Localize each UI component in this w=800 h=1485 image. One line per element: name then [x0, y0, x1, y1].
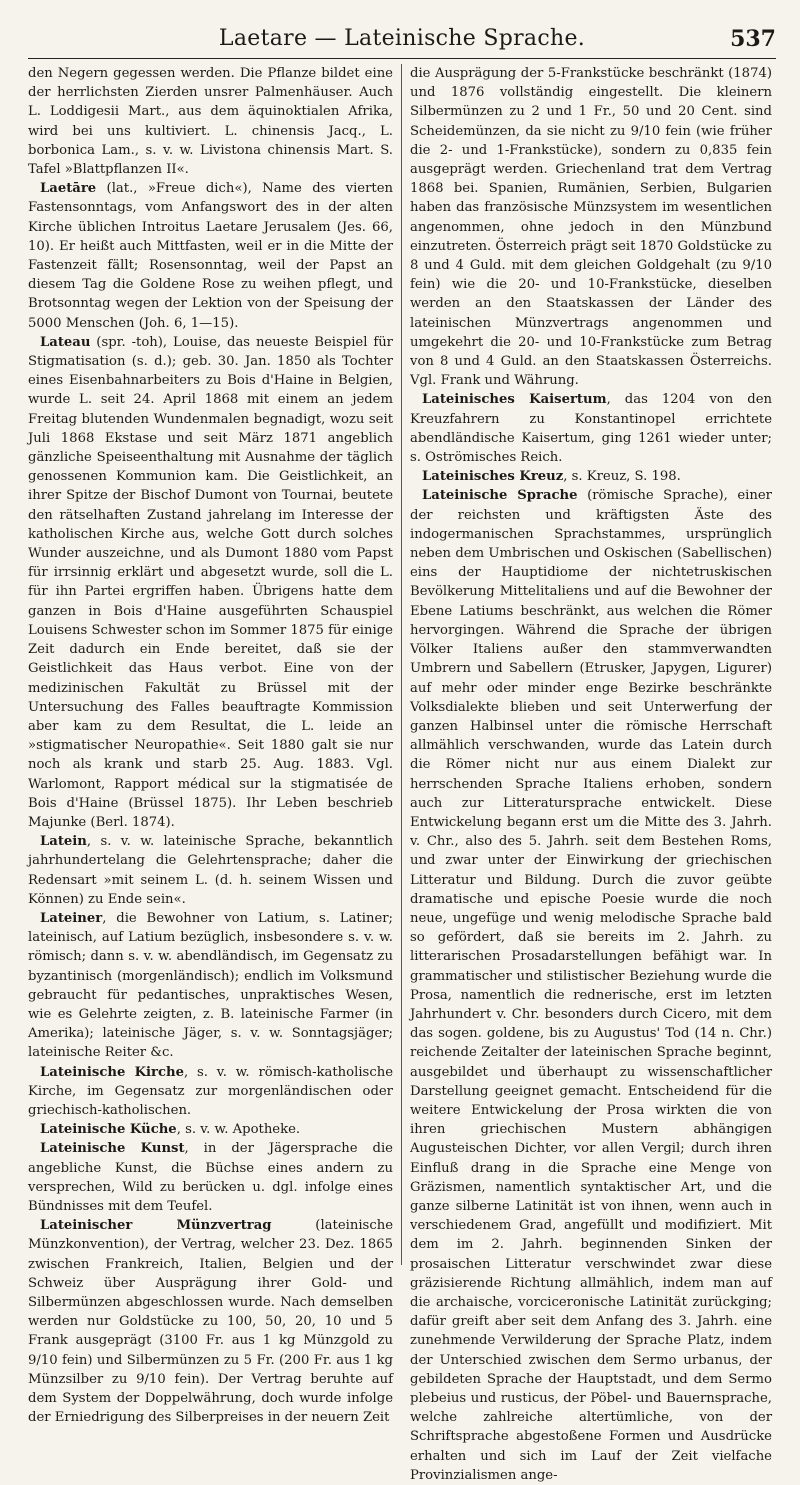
entry-lemma: Lateinische Sprache	[422, 488, 578, 504]
running-title: Laetare — Lateinische Sprache.	[218, 26, 586, 51]
entry	[410, 467, 772, 486]
entry-lemma: Lateinische Kirche	[40, 1064, 184, 1080]
entry-lemma: Lateau	[40, 334, 91, 350]
entry-lemma: Laetāre	[40, 181, 97, 197]
column-divider	[401, 64, 402, 1265]
entry	[28, 832, 393, 909]
entry	[410, 64, 772, 390]
entry	[28, 909, 393, 1063]
entry	[410, 390, 772, 467]
entry	[28, 1120, 393, 1139]
entry	[28, 333, 393, 832]
entry-lemma: Lateinische Küche	[40, 1122, 177, 1138]
entry-text: (römische Sprache), einer der reichsten und kräftigsten Äste des indogermanischen Sprachstammes, ursprünglich neben dem Umbrischen und Oskischen (Sabellischen) eins der Hauptidiome der nichtetruskischen Bevölkerung Mittelitaliens und auf die Bewohner der Ebene Latiums beschränkt, aus welchen die Römer hervorgingen. Während die Sprache der übrigen Völker Italiens außer den stammverwandten Umbrern und Sabellern (Etrusker, Japygen, Ligurer) auf mehr oder minder enge Bezirke beschränkte Volksdialekte blieben und seit Unterwerfung der ganzen Halbinsel unter die römische Herrschaft allmählich verschwanden, wurde das Latein durch die Römer nicht nur aus einem Dialekt zur herrschenden Sprache Italiens erhoben, sondern auch zur Litteratursprache entwickelt. Diese Entwickelung begann erst um die Mitte des 3. Jahrh. v. Chr., also des 5. Jahrh. seit dem Bestehen Roms, und zwar unter der Einwirkung der griechischen Litteratur und Bildung. Durch die zuvor geübte dramatische und epische Poesie wurde die noch neue, ungefüge und wenig melodische Sprache bald so gefördert, daß sie bereits im 2. Jahrh. zu litterarischen Prosadarstellungen befähigt war. In grammatischer und stilistischer Beziehung wurde die Prosa, namentlich die rednerische, erst im letzten Jahrhundert v. Chr. besonders durch Cicero, mit dem das sogen. goldene, bis zu Augustus' Tod (14 n. Chr.) reichende Zeitalter der lateinischen Sprache beginnt, ausgebildet und überhaupt zu wissenschaftlicher Darstellung geeignet gemacht. Entscheidend für die weitere Entwickelung der Prosa wirkten die von ihren griechischen Mustern abhängigen Augusteischen Dichter, vor allen Vergil; durch ihren Einfluß drang in die Sprache eine Menge von Gräzismen, namentlich syntaktischer Art, und die ganze silberne Latinität ist von ihnen, wenn auch in verschiedenem Grad, angefüllt und modifiziert. Mit dem im 2. Jahrh. beginnenden Sinken der prosaischen Litteratur verschwindet zwar diese gräzisierende Richtung allmählich, indem man auf die archaische, vorciceronische Latinität zurückging; dafür greift aber seit dem Anfang des 3. Jahrh. eine zunehmende Verwilderung der Sprache Platz, indem der Unterschied zwischen dem Sermo urbanus, der gebildeten Sprache der Hauptstadt, und dem Sermo plebeius und rusticus, der Pöbel- und Bauernsprache, welche zahlreiche altertümliche, von der Schriftsprache abgestoßene Formen und Ausdrücke erhalten und sich im Lauf der Zeit vielfache Provinzialismen ange-	[410, 488, 772, 1483]
entry-text: , s. v. w. lateinische Sprache, bekanntlich jahrhundertelang die Gelehrtensprache; daher die Redensart »mit seinem L. (d. h. seinem Wissen und Können) zu Ende sein«.	[28, 834, 393, 907]
entry	[28, 1216, 393, 1427]
entry	[28, 1063, 393, 1121]
entry-text: , s. v. w. Apotheke.	[176, 1122, 301, 1138]
entry-lemma: Lateiner	[40, 910, 103, 926]
entry-text: (spr. -toh), Louise, das neueste Beispiel für Stigmatisation (s. d.); geb. 30. Jan. 1850 als Tochter eines Eisenbahnarbeiters zu Bois d'Haine in Belgien, wurde L. seit 24. April 1868 mit einem an jedem Freitag blutenden Wundenmalen begnadigt, wozu seit Juli 1868 Ekstase und seit März 1871 angeblich gänzliche Speiseenthaltung mit Ausnahme der täglich genossenen Kommunion kam. Die Geistlichkeit, an ihrer Spitze der Bischof Dumont von Tournai, beutete den rätselhaften Zustand jahrelang im Interesse der katholischen Kirche aus, welche Gott durch solches Wunder auszeichne, und als Dumont 1880 vom Papst für irrsinnig erklärt und abgesetzt wurde, soll die L. für ihn Partei ergriffen haben. Übrigens hatte dem ganzen in Bois d'Haine ausgeführten Schauspiel Louisens Schwester schon im Sommer 1875 für einige Zeit dadurch ein Ende bereitet, daß sie der Geistlichkeit das Haus verbot. Eine von der medizinischen Fakultät zu Brüssel mit der Untersuchung des Falles beauftragte Kommission aber kam zu dem Resultat, die L. leide an »stigmatischer Neuropathie«. Seit 1880 galt sie nur noch als krank und starb 25. Aug. 1883. Vgl. Warlomont, Rapport médical sur la stigmatisée de Bois d'Haine (Brüssel 1875). Ihr Leben beschrieb Majunke (Berl. 1874).	[28, 334, 393, 830]
entry-lemma: Lateinisches Kaisertum	[422, 392, 607, 408]
entry-lemma: Lateinische Kunst	[40, 1141, 185, 1157]
entry-text: , das 1204 von den Kreuzfahrern zu Konstantinopel errichtete abendländische Kaisertum, ging 1261 wieder unter; s. Oströmisches Reich.	[410, 392, 772, 466]
entry-text: , s. v. w. römisch-katholische Kirche, im Gegensatz zur morgenländischen oder griechisch-katholischen.	[28, 1064, 393, 1118]
page-header	[28, 18, 776, 59]
right-column	[410, 64, 772, 1483]
entry-text: (lat., »Freue dich«), Name des vierten Fastensonntags, vom Anfangswort des in der alten Kirche üblichen Introitus Laetare Jerusalem (Jes. 66, 10). Er heißt auch Mittfasten, weil er in die Mitte der Fastenzeit fällt; Rosensonntag, weil der Papst an diesem Tag die Goldene Rose zu weihen pflegt, und Brotsonntag wegen der Lektion von der Speisung der 5000 Menschen (Joh. 6, 1—15).	[28, 181, 393, 331]
entry-text: den Negern gegessen werden. Die Pflanze bildet eine der herrlichsten Zierden unsrer Palmenhäuser. Auch L. Loddigesii Mart., aus dem äquinoktialen Afrika, wird bei uns kultiviert. L. chinensis Jacq., L. borbonica Lam., s. v. w. Livistona chinensis Mart. S. Tafel »Blattpflanzen II«.	[28, 66, 393, 178]
entry	[28, 179, 393, 333]
page-number: 537	[730, 26, 776, 52]
entry	[410, 486, 772, 1485]
entry-lemma: Lateinisches Kreuz	[422, 469, 564, 485]
entry-text: , s. Kreuz, S. 198.	[563, 469, 681, 485]
entry-text: (lateinische Münzkonvention), der Vertrag, welcher 23. Dez. 1865 zwischen Frankreich, Italien, Belgien und der Schweiz über Ausprägung ihrer Gold- und Silbermünzen abgeschlossen wurde. Nach demselben werden nur Goldstücke zu 100, 50, 20, 10 und 5 Frank ausgeprägt (3100 Fr. aus 1 kg Münzgold zu 9/10 fein) und Silbermünzen zu 5 Fr. (200 Fr. aus 1 kg Münzsilber zu 9/10 fein). Der Vertrag beruhte auf dem System der Doppelwährung, doch wurde infolge der Erniedrigung des Silberpreises in der neuern Zeit	[28, 1218, 394, 1426]
entry-text: , in der Jägersprache die angebliche Kunst, die Büchse eines andern zu versprechen, Wild zu berücken u. dgl. infolge eines Bündnisses mit dem Teufel.	[28, 1141, 393, 1214]
left-column	[28, 64, 394, 1426]
entry-lemma: Lateinischer Münzvertrag	[40, 1218, 272, 1234]
entry-text: die Ausprägung der 5-Frankstücke beschränkt (1874) und 1876 vollständig eingestellt. Die kleinern Silbermünzen zu 2 und 1 Fr., 50 und 20 Cent. sind Scheidemünzen, da sie nicht zu 9/10 fein (wie früher die 2- und 1-Frankstücke), sondern zu 0,835 fein ausgeprägt werden. Griechenland trat dem Vertrag 1868 bei. Spanien, Rumänien, Serbien, Bulgarien haben das französische Münzsystem im wesentlichen angenommen, ohne jedoch in den Münzbund einzutreten. Österreich prägt seit 1870 Goldstücke zu 8 und 4 Guld. mit dem gleichen Goldgehalt (zu 9/10 fein) wie die 20- und 10-Frankstücke, dieselben werden an den Staatskassen der Länder des lateinischen Münzvertrags angenommen und umgekehrt die 20- und 10-Frankstücke zum Betrag von 8 und 4 Guld. an den Staatskassen Österreichs. Vgl. Frank und Währung.	[410, 66, 772, 389]
entry-lemma: Latein	[40, 834, 87, 850]
entry-text: , die Bewohner von Latium, s. Latiner; lateinisch, auf Latium bezüglich, insbesondere s. v. w. römisch; dann s. v. w. abendländisch, im Gegensatz zu byzantinisch (morgenländisch); endlich im Volksmund gebraucht für pedantisches, unpraktisches Wesen, wie es Gelehrte zeigten, z. B. lateinische Farmer (in Amerika); lateinische Jäger, s. v. w. Sonntagsjäger; lateinische Reiter &c.	[28, 910, 393, 1061]
entry	[28, 1139, 393, 1216]
entry	[28, 64, 393, 179]
